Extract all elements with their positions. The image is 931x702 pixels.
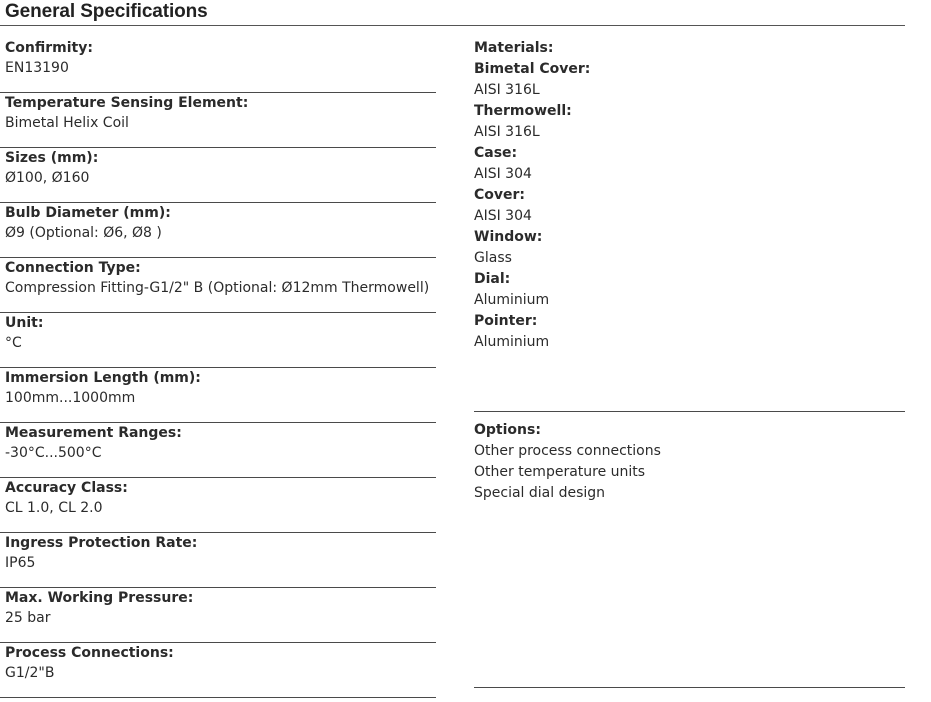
spec-value: CL 1.0, CL 2.0 (5, 500, 103, 516)
spec-label: Process Connections: (5, 645, 174, 661)
options-divider (474, 687, 905, 688)
material-value: AISI 304 (474, 166, 532, 182)
spec-label: Unit: (5, 315, 44, 331)
spec-value: EN13190 (5, 60, 69, 76)
page-title: General Specifications (5, 1, 208, 22)
spec-value: G1/2"B (5, 665, 55, 681)
material-value: AISI 304 (474, 208, 532, 224)
spec-label: Bulb Diameter (mm): (5, 205, 171, 221)
spec-label: Measurement Ranges: (5, 425, 182, 441)
material-label: Case: (474, 145, 518, 161)
spec-accuracy-class (5, 478, 436, 533)
option-item: Other process connections (474, 443, 661, 459)
material-label: Bimetal Cover: (474, 61, 591, 77)
spec-label: Accuracy Class: (5, 480, 128, 496)
material-label: Window: (474, 229, 543, 245)
material-label: Cover: (474, 187, 526, 203)
title-divider (0, 25, 905, 26)
spec-list (5, 38, 436, 698)
material-value: Aluminium (474, 334, 550, 350)
spec-immersion-length (5, 368, 436, 423)
spec-confirmity (5, 38, 436, 93)
spec-value: Compression Fitting-G1/2" B (Optional: Ø12mm Thermowell) (5, 280, 430, 296)
spec-value: 100mm...1000mm (5, 390, 136, 406)
spec-label: Confirmity: (5, 40, 93, 56)
spec-sizes (5, 148, 436, 203)
spec-bulb-diameter (5, 203, 436, 258)
spec-unit (5, 313, 436, 368)
option-item: Other temperature units (474, 464, 646, 480)
options-section (474, 420, 661, 504)
material-value: AISI 316L (474, 124, 540, 140)
spec-label: Ingress Protection Rate: (5, 535, 198, 551)
spec-connection-type (5, 258, 436, 313)
material-value: Aluminium (474, 292, 550, 308)
spec-value: Ø9 (Optional: Ø6, Ø8 ) (5, 225, 162, 241)
material-label: Dial: (474, 271, 511, 287)
spec-value: 25 bar (5, 610, 51, 626)
materials-divider (474, 411, 905, 412)
materials-heading: Materials: (474, 40, 554, 56)
material-label: Thermowell: (474, 103, 572, 119)
spec-value: °C (5, 335, 22, 351)
material-label: Pointer: (474, 313, 538, 329)
spec-label: Temperature Sensing Element: (5, 95, 249, 111)
spec-label: Sizes (mm): (5, 150, 99, 166)
spec-measurement-ranges (5, 423, 436, 478)
spec-label: Immersion Length (mm): (5, 370, 201, 386)
material-value: Glass (474, 250, 512, 266)
spec-value: Bimetal Helix Coil (5, 115, 129, 131)
options-heading: Options: (474, 422, 541, 438)
materials-section (474, 38, 905, 353)
option-item: Special dial design (474, 485, 606, 501)
spec-value: -30°C...500°C (5, 445, 102, 461)
spec-sensing-element (5, 93, 436, 148)
material-value: AISI 316L (474, 82, 540, 98)
spec-process-connections (5, 643, 436, 698)
spec-value: Ø100, Ø160 (5, 170, 90, 186)
spec-ingress-protection (5, 533, 436, 588)
spec-max-pressure (5, 588, 436, 643)
spec-label: Max. Working Pressure: (5, 590, 194, 606)
spec-value: IP65 (5, 555, 36, 571)
spec-label: Connection Type: (5, 260, 141, 276)
